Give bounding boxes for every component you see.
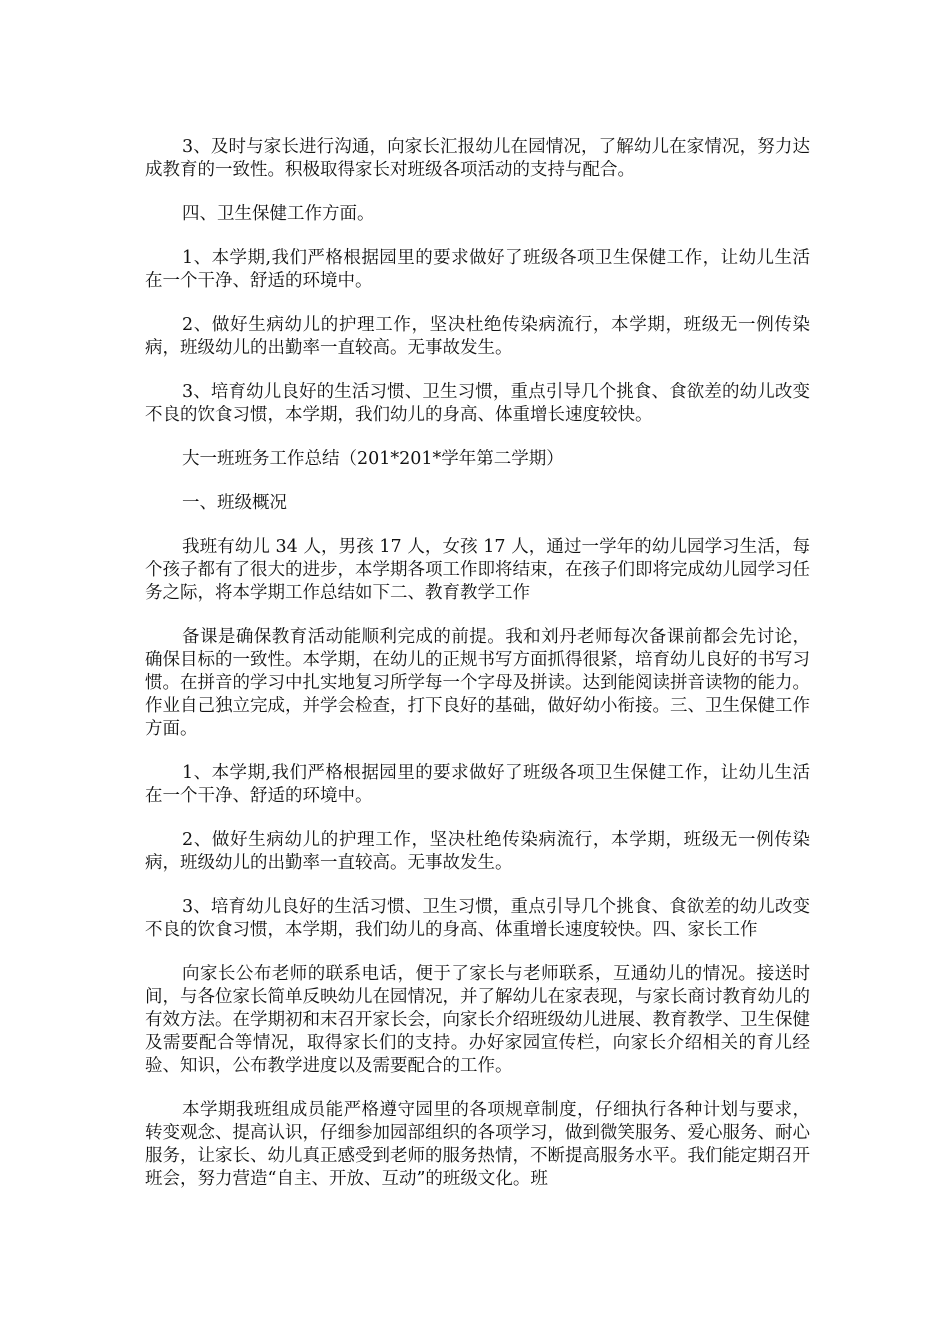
paragraph-class-overview: 我班有幼儿 34 人，男孩 17 人，女孩 17 人，通过一学年的幼儿园学习生活，每个孩子都有了很大的进步，本学期各项工作即将结束，在孩子们即将完成幼儿园学习任务之际，将本学期工作总结如下二、教育教学工作: [145, 537, 810, 603]
paragraph-team-conduct: 本学期我班组成员能严格遵守园里的各项规章制度，仔细执行各种计划与要求，转变观念、提高认识，仔细参加园部组织的各项学习，做到微笑服务、爱心服务、耐心服务，让家长、幼儿真正感受到老师的服务热情，不断提高服务水平。我们能定期召开班会，努力营造“自主、开放、互动”的班级文化。班: [145, 1100, 810, 1189]
paragraph-health-care-3: 3、培育幼儿良好的生活习惯、卫生习惯，重点引导几个挑食、食欲差的幼儿改变不良的饮食习惯，本学期，我们幼儿的身高、体重增长速度较快。: [145, 382, 810, 425]
document-body: [145, 136, 810, 1212]
paragraph-health-care-2: 2、做好生病幼儿的护理工作，坚决杜绝传染病流行，本学期，班级无一例传染病，班级幼儿的出勤率一直较高。无事故发生。: [145, 315, 810, 358]
paragraph-parent-work: 向家长公布老师的联系电话，便于了家长与老师联系，互通幼儿的情况。接送时间，与各位家长简单反映幼儿在园情况，并了解幼儿在家表现，与家长商讨教育幼儿的有效方法。在学期初和末召开家长会，向家长介绍班级幼儿进展、教育教学、卫生保健及需要配合等情况，取得家长们的支持。办好家园宣传栏，向家长介绍相关的育儿经验、知识，公布教学进度以及需要配合的工作。: [145, 964, 810, 1076]
summary-title: 大一班班务工作总结（201*201*学年第二学期）: [182, 449, 564, 469]
section-heading-class-overview: 一、班级概况: [182, 493, 287, 513]
paragraph-communication-with-parents: 3、及时与家长进行沟通，向家长汇报幼儿在园情况，了解幼儿在家情况，努力达成教育的一致性。积极取得家长对班级各项活动的支持与配合。: [145, 137, 810, 180]
paragraph-teaching: 备课是确保教育活动能顺利完成的前提。我和刘丹老师每次备课前都会先讨论，确保目标的一致性。本学期，在幼儿的正规书写方面抓得很紧，培育幼儿良好的书写习惯。在拼音的学习中扎实地复习所学每一个字母及拼读。达到能阅读拼音读物的能力。作业自己独立完成，并学会检查，打下良好的基础，做好幼小衔接。三、卫生保健工作方面。: [145, 627, 810, 739]
section-heading-health-care: 四、卫生保健工作方面。: [182, 204, 375, 224]
paragraph-health-care-repeat-3: 3、培育幼儿良好的生活习惯、卫生习惯，重点引导几个挑食、食欲差的幼儿改变不良的饮食习惯，本学期，我们幼儿的身高、体重增长速度较快。四、家长工作: [145, 897, 810, 940]
paragraph-health-care-repeat-2: 2、做好生病幼儿的护理工作，坚决杜绝传染病流行，本学期，班级无一例传染病，班级幼儿的出勤率一直较高。无事故发生。: [145, 830, 810, 873]
paragraph-health-care-1: 1、本学期,我们严格根据园里的要求做好了班级各项卫生保健工作，让幼儿生活在一个干净、舒适的环境中。: [145, 248, 810, 291]
paragraph-health-care-repeat-1: 1、本学期,我们严格根据园里的要求做好了班级各项卫生保健工作，让幼儿生活在一个干净、舒适的环境中。: [145, 763, 810, 806]
